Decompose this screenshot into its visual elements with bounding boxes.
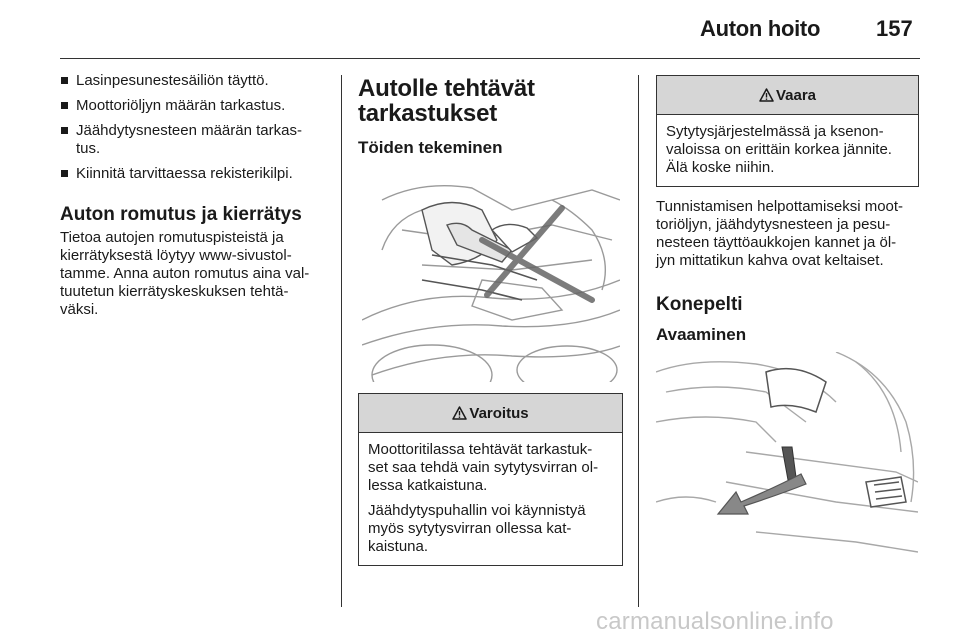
warning-box-header [359, 394, 622, 433]
column-3 [656, 198, 920, 345]
section-title-bonnet: Konepelti [656, 294, 743, 315]
page-header-title: Auton hoito [700, 16, 821, 41]
column-divider-left [341, 75, 342, 607]
page-number: 157 [876, 16, 913, 41]
engine-bay-illustration [362, 170, 620, 382]
watermark: carmanualsonline.info [596, 608, 834, 635]
warning-box-body [359, 433, 622, 565]
list-item: Lasinpesunestesäiliön täyttö. [60, 72, 332, 90]
danger-box-body [657, 115, 918, 186]
recycling-text: Tietoa autojen romutuspisteistä ja kierrätyksestä löytyy www-sivustol- tamme. Anna auton romutus aina val- tuutetun kierrätyskeskuksen tehtä- väksi. [60, 229, 310, 318]
checklist [60, 72, 332, 183]
subtitle-performing-work: Töiden tekeminen [358, 138, 503, 157]
column-divider-right [638, 75, 639, 607]
section-title-recycling: Auton romutus ja kierrätys [60, 204, 302, 225]
list-item: Kiinnitä tarvittaessa rekisterikilpi. [60, 165, 332, 183]
warning-triangle-icon [759, 88, 774, 102]
danger-text: Sytytysjärjestelmässä ja ksenon- valoissa on erittäin korkea jännite. Älä koske niihin. [666, 123, 892, 176]
column-2 [358, 76, 624, 158]
header-divider [60, 58, 920, 59]
warning-triangle-icon [452, 406, 467, 420]
warning-box [358, 393, 623, 566]
warning-label: Varoitus [469, 404, 529, 422]
danger-box-header [657, 76, 918, 115]
bonnet-release-illustration [656, 352, 918, 564]
warning-text-ignition: Moottoritilassa tehtävät tarkastuk- set saa tehdä vain sytytysvirran ol- lessa katkaistuna. [368, 441, 599, 494]
column-1 [60, 72, 332, 319]
yellow-caps-text: Tunnistamisen helpottamiseksi moot- toriöljyn, jäähdytysnesteen ja pesu- nesteen täyttöaukkojen kannet ja öl- jyn mittatikun kahva ovat keltaiset. [656, 198, 904, 269]
chapter-title: Autolle tehtävät tarkastukset [358, 75, 535, 127]
list-item: Moottoriöljyn määrän tarkastus. [60, 97, 332, 115]
warning-text-fan: Jäähdytyspuhallin voi käynnistyä myös sytytysvirran ollessa kat- kaistuna. [368, 502, 586, 555]
list-item: Jäähdytysnesteen määrän tarkas- tus. [60, 122, 332, 158]
danger-box [656, 75, 919, 187]
subtitle-opening: Avaaminen [656, 325, 747, 344]
danger-label: Vaara [775, 86, 817, 104]
